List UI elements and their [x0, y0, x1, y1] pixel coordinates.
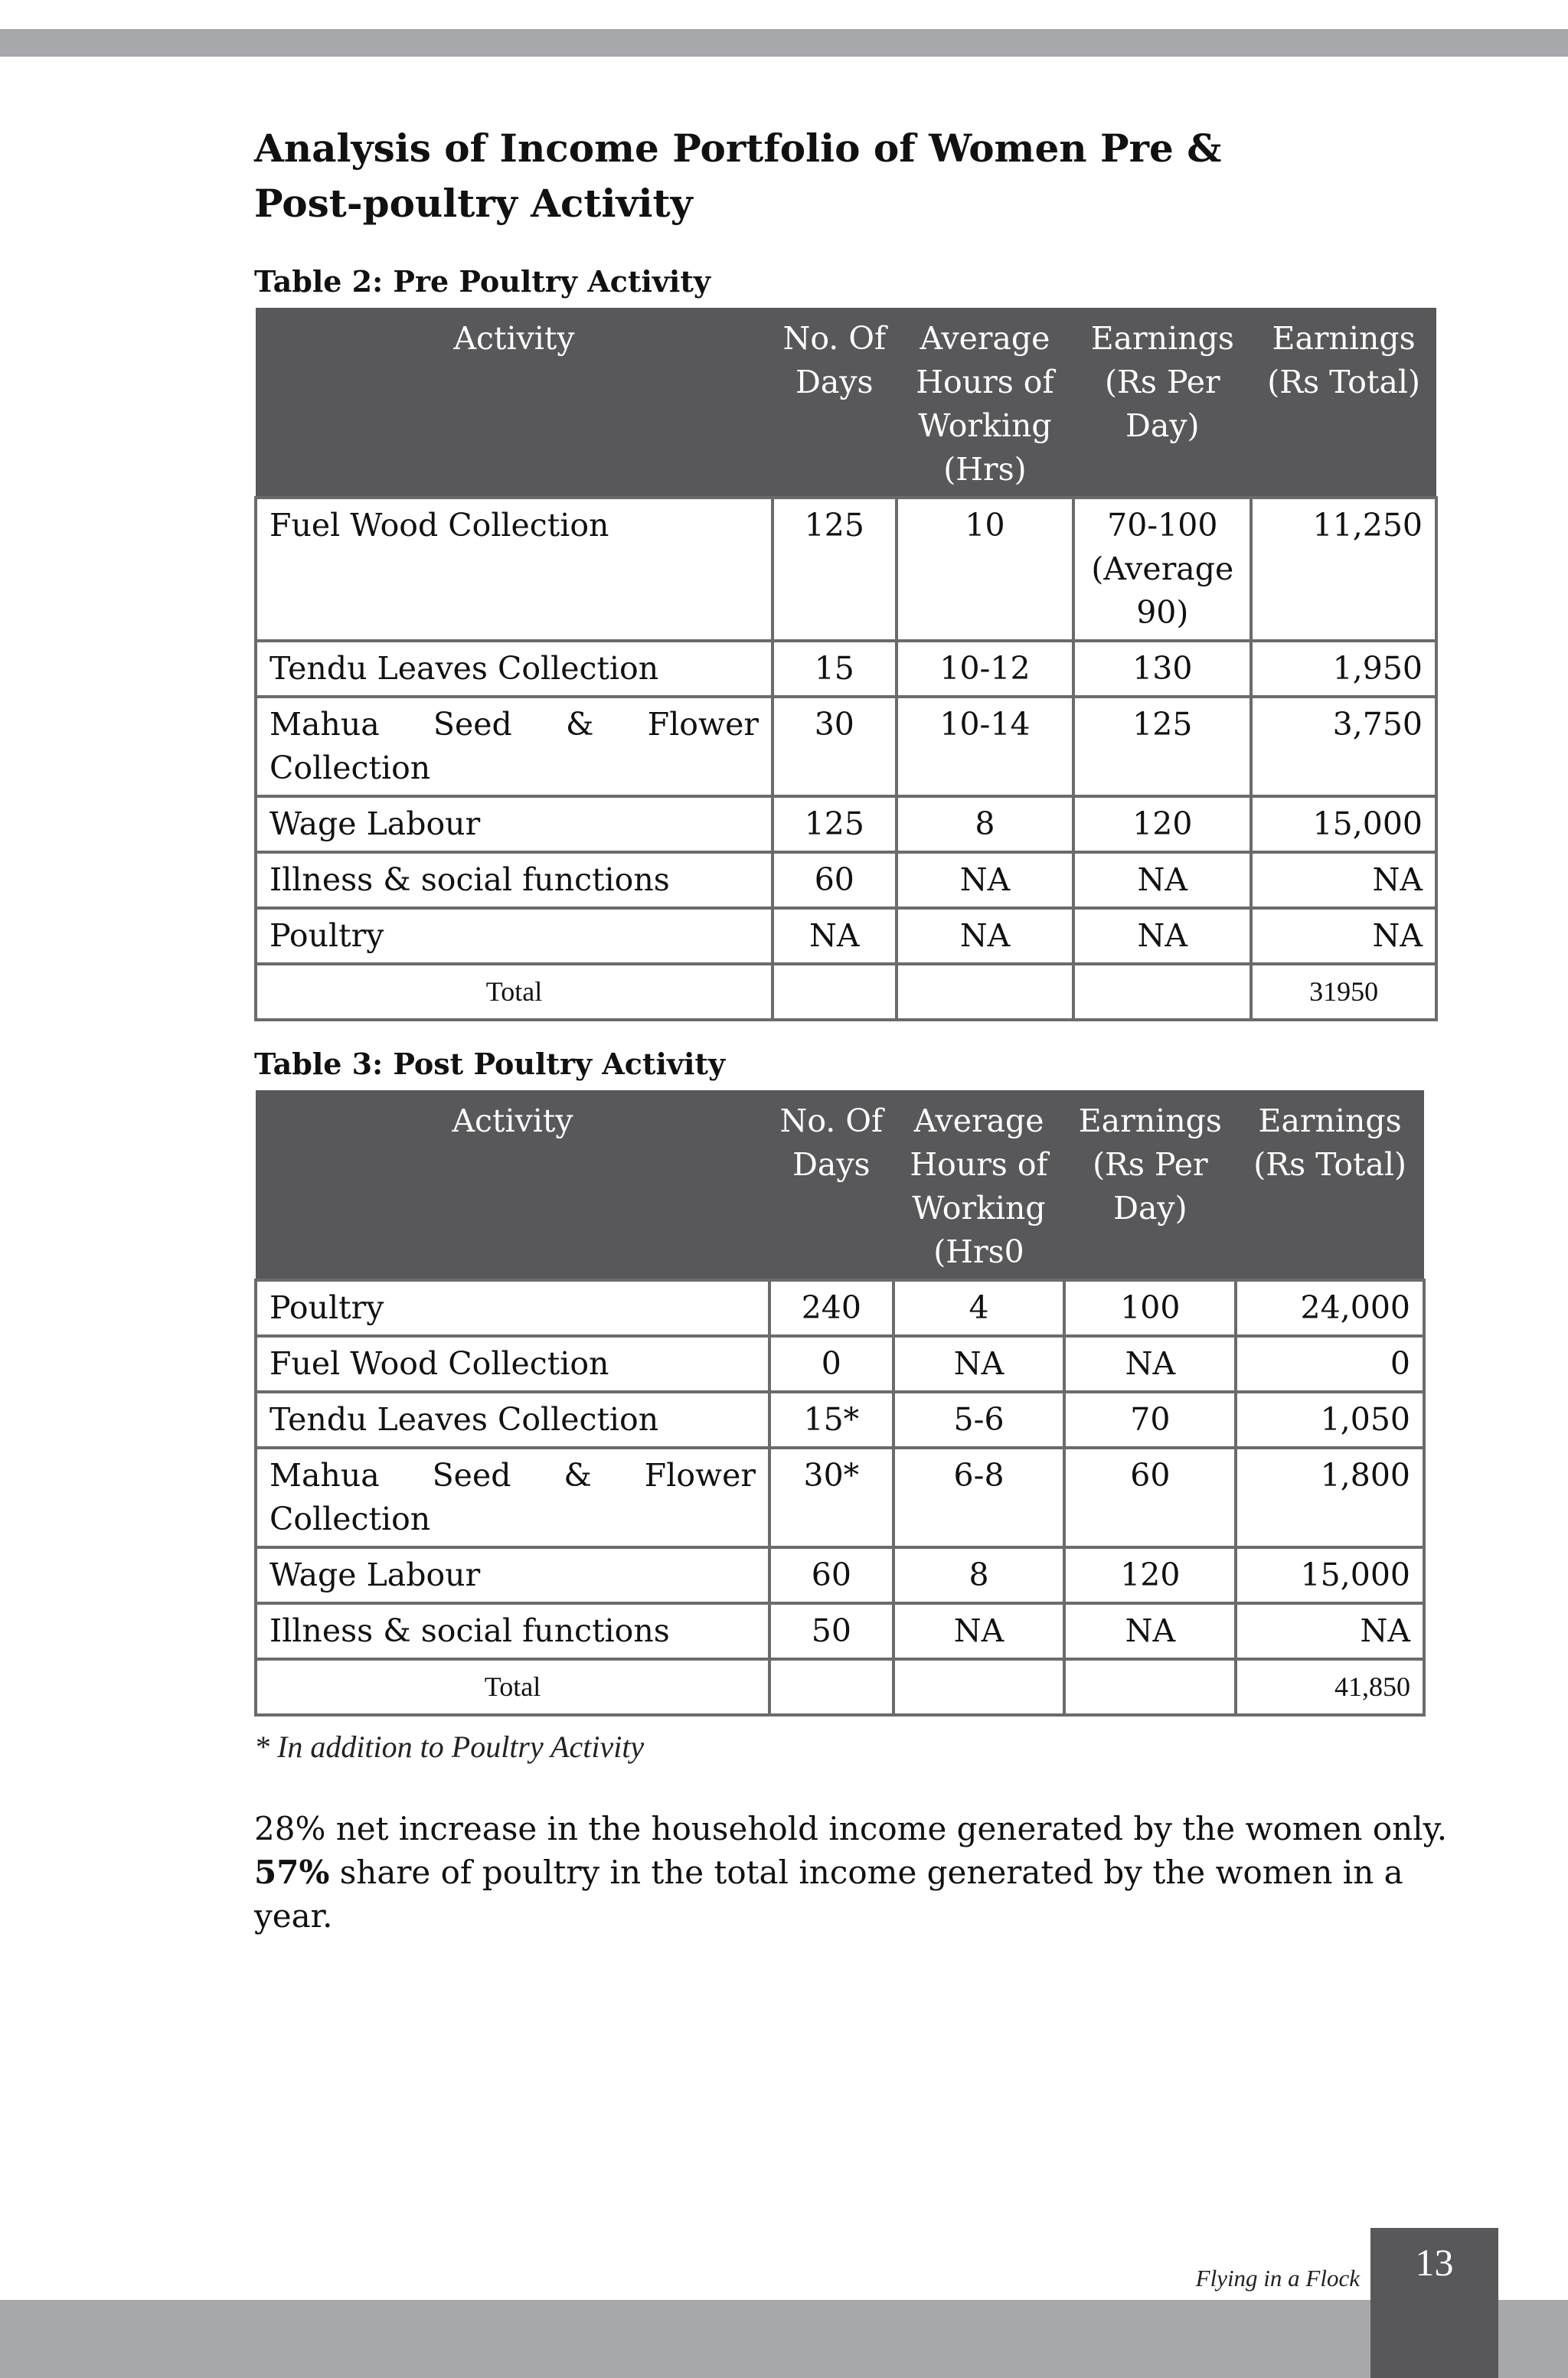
table-total-row	[256, 1659, 1424, 1715]
table2-header-earnings-day: Earnings (Rs Per Day)	[1073, 308, 1251, 498]
table-cell-empty	[1064, 1659, 1236, 1715]
table-cell-empty	[897, 964, 1074, 1020]
table-cell-activity: Wage Labour	[256, 1547, 769, 1603]
page-number: 13	[1415, 2241, 1454, 2284]
table-cell: 50	[769, 1603, 893, 1659]
table-row	[256, 697, 1436, 796]
table-cell: NA	[1236, 1603, 1424, 1659]
table-cell-activity: Tendu Leaves Collection	[256, 1392, 769, 1448]
table-cell: 30*	[769, 1448, 893, 1547]
table-cell-activity: Poultry	[256, 908, 773, 964]
table-cell-activity: Illness & social functions	[256, 852, 773, 908]
table-cell: 11,250	[1251, 498, 1436, 641]
table-row	[256, 1280, 1424, 1336]
table-cell: 24,000	[1236, 1280, 1424, 1336]
table-cell: NA	[773, 908, 897, 964]
table2-header-days: No. Of Days	[773, 308, 897, 498]
table-cell: 15,000	[1236, 1547, 1424, 1603]
table-row	[256, 641, 1436, 697]
table-cell-activity: Fuel Wood Collection	[256, 498, 773, 641]
summary-line-2-rest: share of poultry in the total income generated by the women in a year.	[254, 1854, 1403, 1935]
table3-header-activity: Activity	[256, 1090, 769, 1280]
table3-header-row	[256, 1090, 1424, 1280]
footnote: * In addition to Poultry Activity	[254, 1730, 645, 1764]
table-cell: 15,000	[1251, 796, 1436, 852]
table-cell: 8	[897, 796, 1074, 852]
table-cell: NA	[1064, 1336, 1236, 1392]
bottom-decorative-bar	[0, 2300, 1568, 2378]
table-cell: 5-6	[893, 1392, 1065, 1448]
table-cell: 125	[773, 498, 897, 641]
table-total-row	[256, 964, 1436, 1020]
top-decorative-bar	[0, 29, 1568, 57]
table-cell-empty	[769, 1659, 893, 1715]
table-cell-empty	[893, 1659, 1065, 1715]
table-cell-activity: Mahua Seed & Flower Collection	[256, 1448, 769, 1547]
summary-text	[254, 1807, 1479, 1938]
total-label: Total	[256, 1659, 769, 1715]
table-cell: 1,050	[1236, 1392, 1424, 1448]
table-row	[256, 1603, 1424, 1659]
table-cell: 1,950	[1251, 641, 1436, 697]
table-cell: NA	[1251, 852, 1436, 908]
total-label: Total	[256, 964, 773, 1020]
table2-header-hours: Average Hours of Working (Hrs)	[897, 308, 1074, 498]
table-row	[256, 908, 1436, 964]
table-cell: NA	[893, 1336, 1065, 1392]
table-cell: 120	[1073, 796, 1251, 852]
table-cell: NA	[1064, 1603, 1236, 1659]
table-cell: 0	[769, 1336, 893, 1392]
table-cell: 3,750	[1251, 697, 1436, 796]
table-cell: 130	[1073, 641, 1251, 697]
table-cell: 0	[1236, 1336, 1424, 1392]
table2-header-row	[256, 308, 1436, 498]
table2-header-earnings-total: Earnings (Rs Total)	[1251, 308, 1436, 498]
table-cell: NA	[1073, 908, 1251, 964]
table-cell: 10-14	[897, 697, 1074, 796]
table-cell: 70	[1064, 1392, 1236, 1448]
summary-line-1: 28% net increase in the household income generated by the women only.	[254, 1810, 1448, 1847]
table-cell: 10	[897, 498, 1074, 641]
table2-header-activity: Activity	[256, 308, 773, 498]
table-cell: 15*	[769, 1392, 893, 1448]
table3-header-hours: Average Hours of Working (Hrs0	[893, 1090, 1065, 1280]
table-cell: NA	[897, 908, 1074, 964]
table-row	[256, 1448, 1424, 1547]
summary-highlight: 57%	[254, 1854, 330, 1891]
table-row	[256, 498, 1436, 641]
table-row	[256, 1336, 1424, 1392]
table3-caption: Table 3: Post Poultry Activity	[254, 1047, 726, 1081]
total-value: 41,850	[1236, 1659, 1424, 1715]
table-cell: NA	[893, 1603, 1065, 1659]
table-cell: 15	[773, 641, 897, 697]
table3-header-earnings-day: Earnings (Rs Per Day)	[1064, 1090, 1236, 1280]
table-cell: 60	[1064, 1448, 1236, 1547]
table-cell: NA	[1251, 908, 1436, 964]
table-cell-activity: Poultry	[256, 1280, 769, 1336]
table-cell: 8	[893, 1547, 1065, 1603]
table-cell-activity: Wage Labour	[256, 796, 773, 852]
table-cell-activity: Fuel Wood Collection	[256, 1336, 769, 1392]
table-cell: NA	[1073, 852, 1251, 908]
table-cell: 4	[893, 1280, 1065, 1336]
table-cell: 120	[1064, 1547, 1236, 1603]
footer-publication-title: Flying in a Flock	[1195, 2265, 1360, 2291]
table-cell: 125	[773, 796, 897, 852]
table2-caption: Table 2: Pre Poultry Activity	[254, 264, 710, 299]
table-cell-activity: Tendu Leaves Collection	[256, 641, 773, 697]
table-cell-activity: Illness & social functions	[256, 1603, 769, 1659]
table-cell-empty	[1073, 964, 1251, 1020]
table-cell: 240	[769, 1280, 893, 1336]
table-cell-empty	[773, 964, 897, 1020]
table3-header-days: No. Of Days	[769, 1090, 893, 1280]
table-post-poultry	[254, 1090, 1426, 1717]
table-cell: NA	[897, 852, 1074, 908]
table-cell: 70-100 (Average 90)	[1073, 498, 1251, 641]
page-heading: Analysis of Income Portfolio of Women Pre & Post-poultry Activity	[254, 126, 1222, 226]
table-row	[256, 796, 1436, 852]
total-value: 31950	[1251, 964, 1436, 1020]
table-cell: 6-8	[893, 1448, 1065, 1547]
table-row	[256, 1392, 1424, 1448]
table3-header-earnings-total: Earnings (Rs Total)	[1236, 1090, 1424, 1280]
table-cell: 60	[769, 1547, 893, 1603]
table-cell: 1,800	[1236, 1448, 1424, 1547]
table-cell-activity: Mahua Seed & Flower Collection	[256, 697, 773, 796]
table-cell: 10-12	[897, 641, 1074, 697]
table-cell: 125	[1073, 697, 1251, 796]
table-cell: 100	[1064, 1280, 1236, 1336]
table-pre-poultry	[254, 308, 1438, 1021]
summary-line-2	[254, 1850, 1479, 1938]
table-row	[256, 1547, 1424, 1603]
table-cell: 30	[773, 697, 897, 796]
table-cell: 60	[773, 852, 897, 908]
table-row	[256, 852, 1436, 908]
